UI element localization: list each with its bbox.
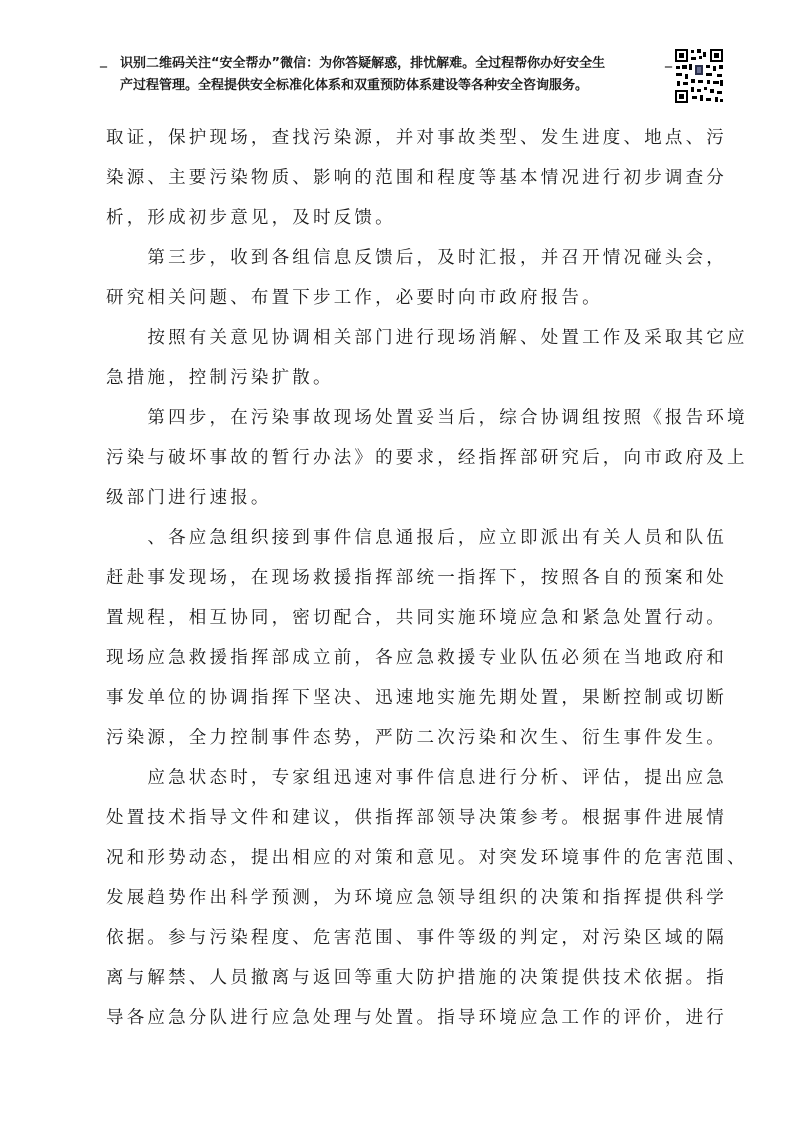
- text-line: 第三步，收到各组信息反馈后，及时汇报，并召开情况碰头会，: [106, 248, 727, 268]
- text-line: 导各应急分队进行应急处理与处置。指导环境应急工作的评价，进行: [106, 1008, 727, 1028]
- header-promo-line-2: 产过程管理。全程提供安全标准化体系和双重预防体系建设等各种安全咨询服务。: [120, 78, 589, 93]
- text-line: 依据。参与污染程度、危害范围、事件等级的判定，对污染区域的隔: [106, 928, 727, 948]
- text-line: 污染与破坏事故的暂行办法》的要求，经指挥部研究后，向市政府及上: [106, 448, 748, 468]
- text-line: 处置技术指导文件和建议，供指挥部领导决策参考。根据事件进展情: [106, 808, 727, 828]
- text-line: 急措施，控制污染扩散。: [106, 368, 334, 388]
- header-dash-right: _: [665, 52, 672, 68]
- document-body: [106, 118, 748, 1038]
- text-line: 析，形成初步意见，及时反馈。: [106, 208, 396, 228]
- text-line: 况和形势动态，提出相应的对策和意见。对突发环境事件的危害范围、: [106, 848, 748, 868]
- header-dash-left: _: [100, 52, 107, 68]
- text-line: 事发单位的协调指挥下坚决、迅速地实施先期处置，果断控制或切断: [106, 688, 727, 708]
- text-line: 染源、主要污染物质、影响的范围和程度等基本情况进行初步调查分: [106, 168, 727, 188]
- qr-code-icon: [673, 47, 725, 105]
- text-line: 赶赴事发现场，在现场救援指挥部统一指挥下，按照各自的预案和处: [106, 568, 727, 588]
- text-line: 发展趋势作出科学预测，为环境应急领导组织的决策和指挥提供科学: [106, 888, 727, 908]
- text-line: 污染源，全力控制事件态势，严防二次污染和次生、衍生事件发生。: [106, 728, 727, 748]
- text-line: 第四步，在污染事故现场处置妥当后，综合协调组按照《报告环境: [106, 408, 748, 428]
- text-line: 离与解禁、人员撤离与返回等重大防护措施的决策提供技术依据。指: [106, 968, 727, 988]
- text-line: 置规程，相互协同，密切配合，共同实施环境应急和紧急处置行动。: [106, 608, 727, 628]
- body-text: [106, 118, 748, 1038]
- text-line: 取证，保护现场，查找污染源，并对事故类型、发生进度、地点、污: [106, 128, 727, 148]
- header-promo-line-1: 识别二维码关注“安全帮办”微信：为你答疑解惑，排忧解难。全过程帮你办好安全生: [120, 56, 606, 71]
- text-line: 、各应急组织接到事件信息通报后，应立即派出有关人员和队伍: [106, 528, 727, 548]
- text-line: 应急状态时，专家组迅速对事件信息进行分析、评估，提出应急: [106, 768, 727, 788]
- text-line: 研究相关问题、布置下步工作，必要时向市政府报告。: [106, 288, 603, 308]
- text-line: 按照有关意见协调相关部门进行现场消解、处置工作及采取其它应: [106, 328, 748, 348]
- page-header-banner: [100, 48, 680, 98]
- text-line: 现场应急救援指挥部成立前，各应急救援专业队伍必须在当地政府和: [106, 648, 727, 668]
- text-line: 级部门进行速报。: [106, 488, 272, 508]
